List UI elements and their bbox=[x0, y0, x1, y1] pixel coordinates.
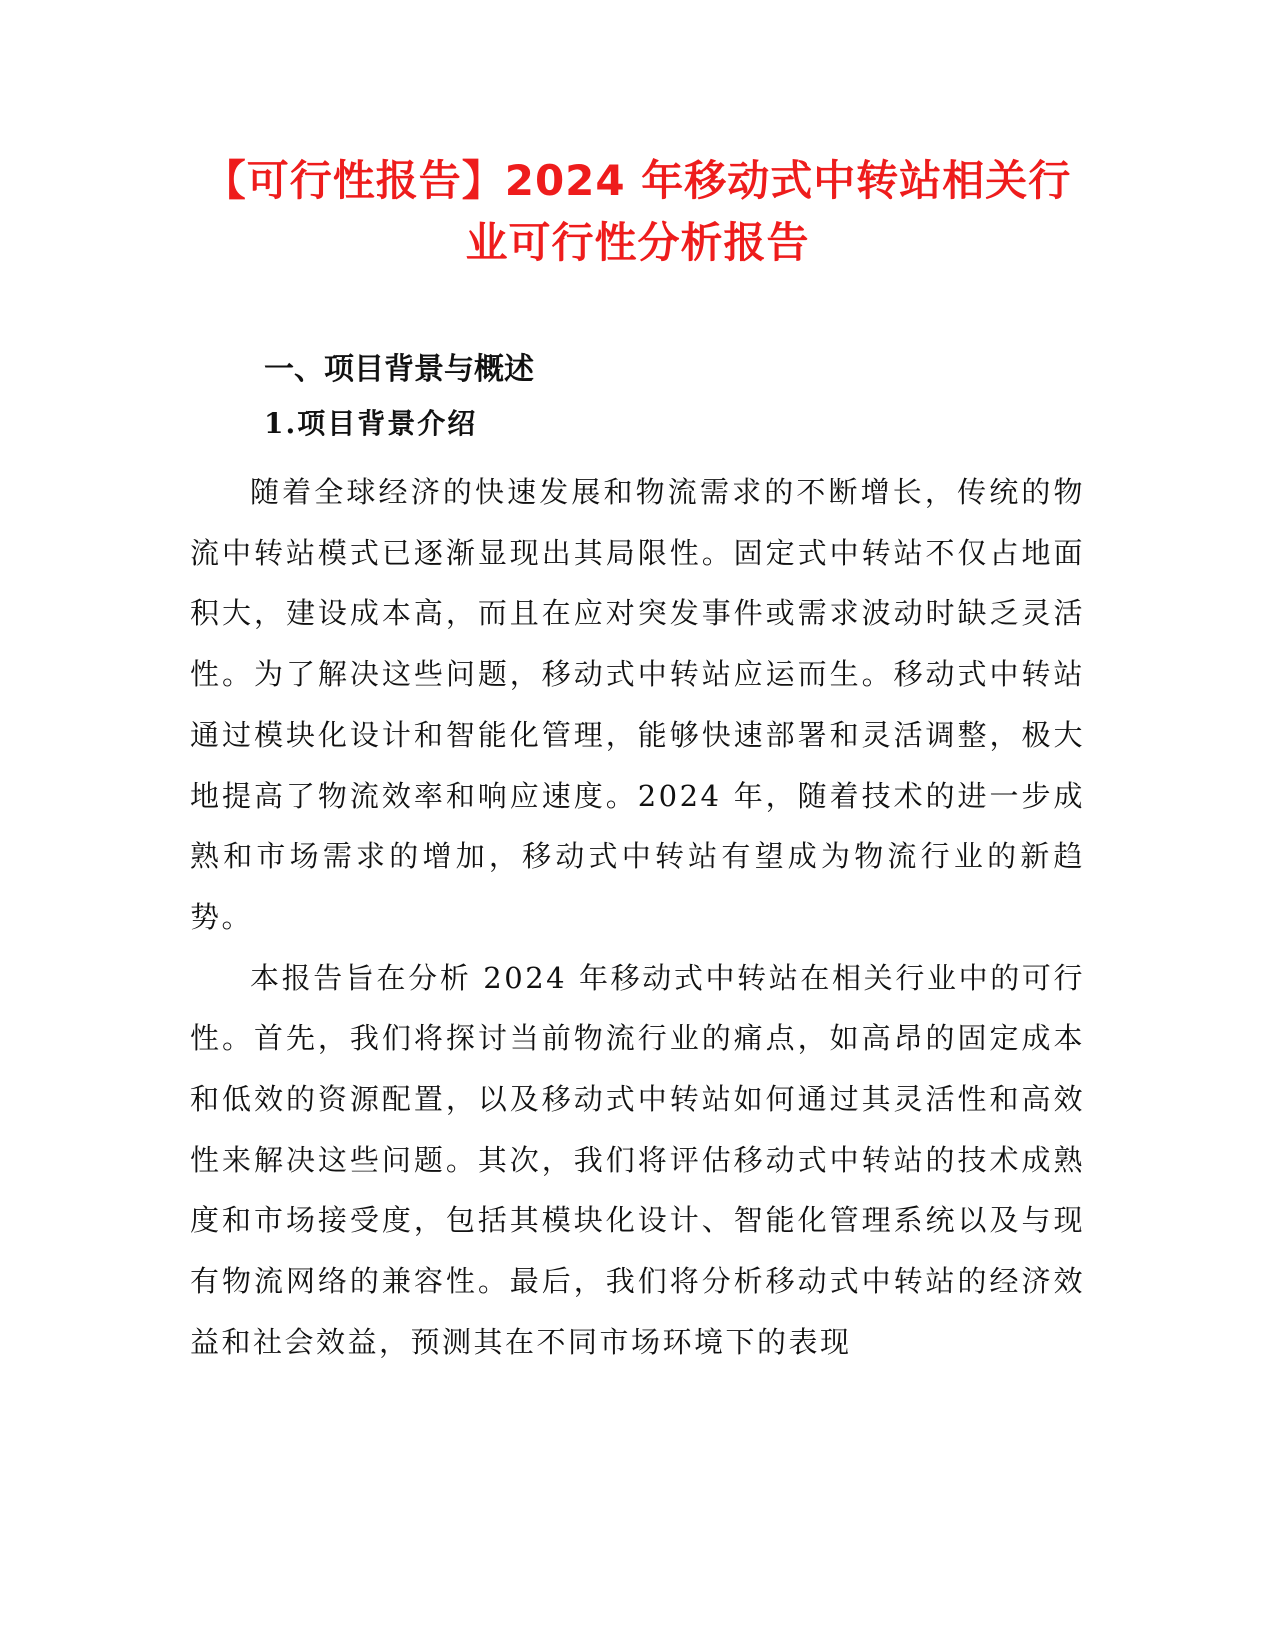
document-title-line-1: 【可行性报告】2024 年移动式中转站相关行 bbox=[203, 156, 1072, 205]
body-paragraph-1: 随着全球经济的快速发展和物流需求的不断增长，传统的物流中转站模式已逐渐显现出其局限性。固定式中转站不仅占地面积大，建设成本高，而且在应对突发事件或需求波动时缺乏灵活性。为了解决这些问题，移动式中转站应运而生。移动式中转站通过模块化设计和智能化管理，能够快速部署和灵活调整，极大地提高了物流效率和响应速度。2024 年，随着技术的进一步成熟和市场需求的增加，移动式中转站有望成为物流行业的新趋势。 bbox=[190, 475, 1085, 934]
section-heading: 一、项目背景与概述 bbox=[264, 352, 534, 387]
body-paragraph-2: 本报告旨在分析 2024 年移动式中转站在相关行业中的可行性。首先，我们将探讨当前物流行业的痛点，如高昂的固定成本和低效的资源配置，以及移动式中转站如何通过其灵活性和高效性来解决这些问题。其次，我们将评估移动式中转站的技术成熟度和市场接受度，包括其模块化设计、智能化管理系统以及与现有物流网络的兼容性。最后，我们将分析移动式中转站的经济效益和社会效益，预测其在不同市场环境下的表现 bbox=[190, 960, 1085, 1359]
document-title bbox=[150, 150, 1125, 274]
document-body bbox=[190, 348, 1085, 1373]
subsection-heading: 1.项目背景介绍 bbox=[264, 407, 478, 440]
document-title-line-2: 业可行性分析报告 bbox=[465, 218, 810, 267]
